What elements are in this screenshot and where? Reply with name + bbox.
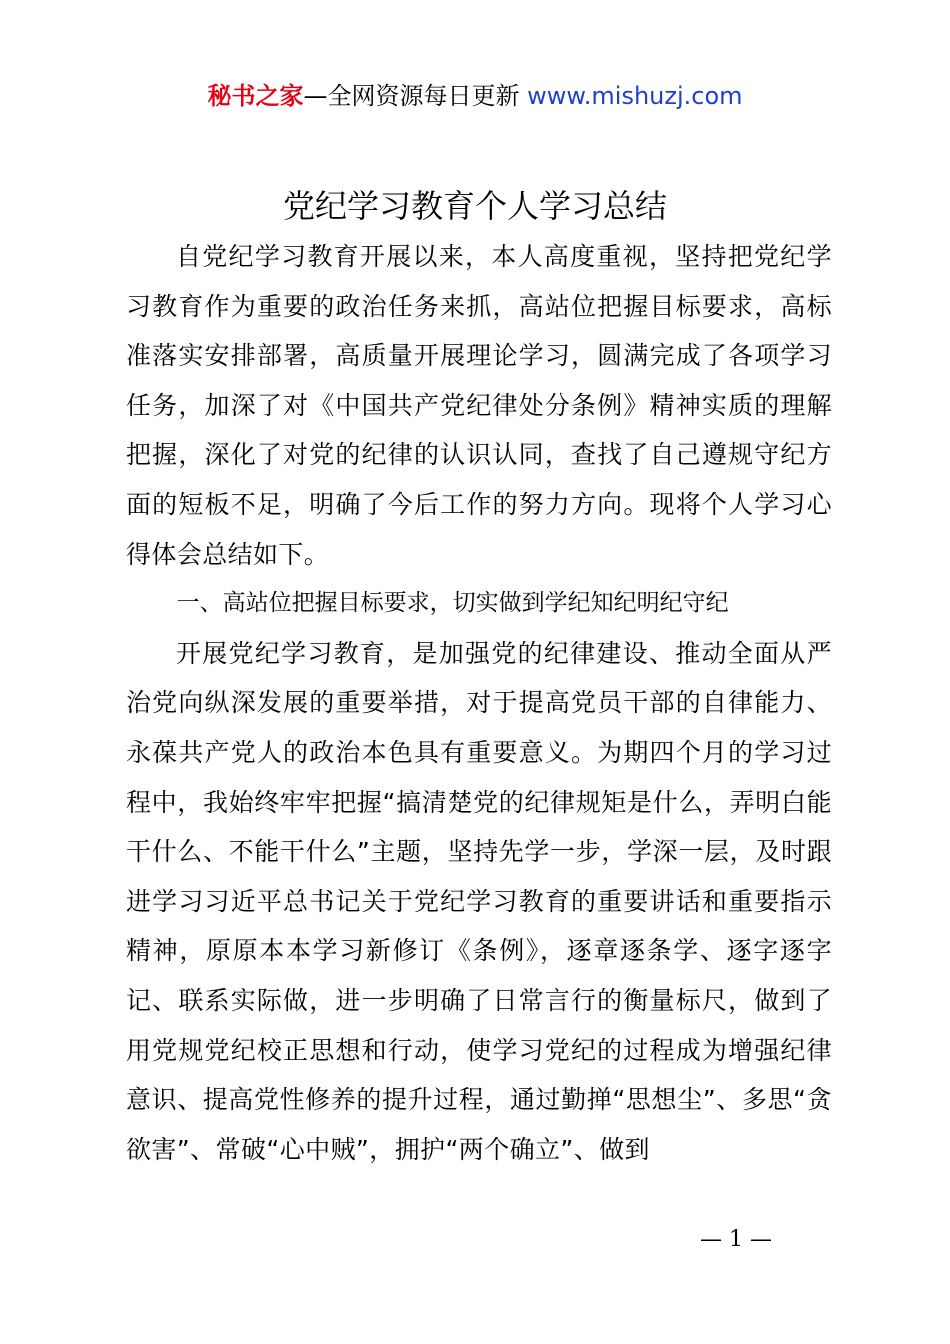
document-body (126, 232, 832, 1174)
site-url-link[interactable]: www.mishuzj.com (527, 82, 743, 110)
section-heading: 一、高站位把握目标要求，切实做到学纪知纪明纪守纪 (176, 590, 729, 617)
document-title: 党纪学习教育个人学习总结 (282, 187, 667, 225)
site-tagline: —全网资源每日更新 (303, 82, 528, 110)
section-paragraph: 开展党纪学习教育，是加强党的纪律建设、推动全面从严治党向纵深发展的重要举措，对于提高党员干部的自律能力、永葆共产党人的政治本色具有重要意义。为期四个月的学习过程中，我始终牢牢把握“搞清楚党的纪律规矩是什么，弄明白能干什么、不能干什么”主题，坚持先学一步，学深一层，及时跟进学习习近平总书记关于党纪学习教育的重要讲话和重要指示精神，原原本本学习新修订《条例》，逐章逐条学、逐字逐字记、联系实际做，进一步明确了日常言行的衡量标尺，做到了用党规党纪校正思想和行动，使学习党纪的过程成为增强纪律意识、提高党性修养的提升过程，通过勤掸“思想尘”、多思“贪欲害”、常破“心中贼”，拥护“两个确立”、做到 (126, 638, 832, 1164)
intro-paragraph: 自党纪学习教育开展以来，本人高度重视，坚持把党纪学习教育作为重要的政治任务来抓，高站位把握目标要求，高标准落实安排部署，高质量开展理论学习，圆满完成了各项学习任务，加深了对《中国共产党纪律处分条例》精神实质的理解把握，深化了对党的纪律的认识认同，查找了自己遵规守纪方面的短板不足，明确了今后工作的努力方向。现将个人学习心得体会总结如下。 (126, 242, 832, 569)
page-number: — 1 — (700, 1227, 772, 1252)
site-brand: 秘书之家 (207, 82, 304, 110)
site-header (0, 80, 950, 112)
